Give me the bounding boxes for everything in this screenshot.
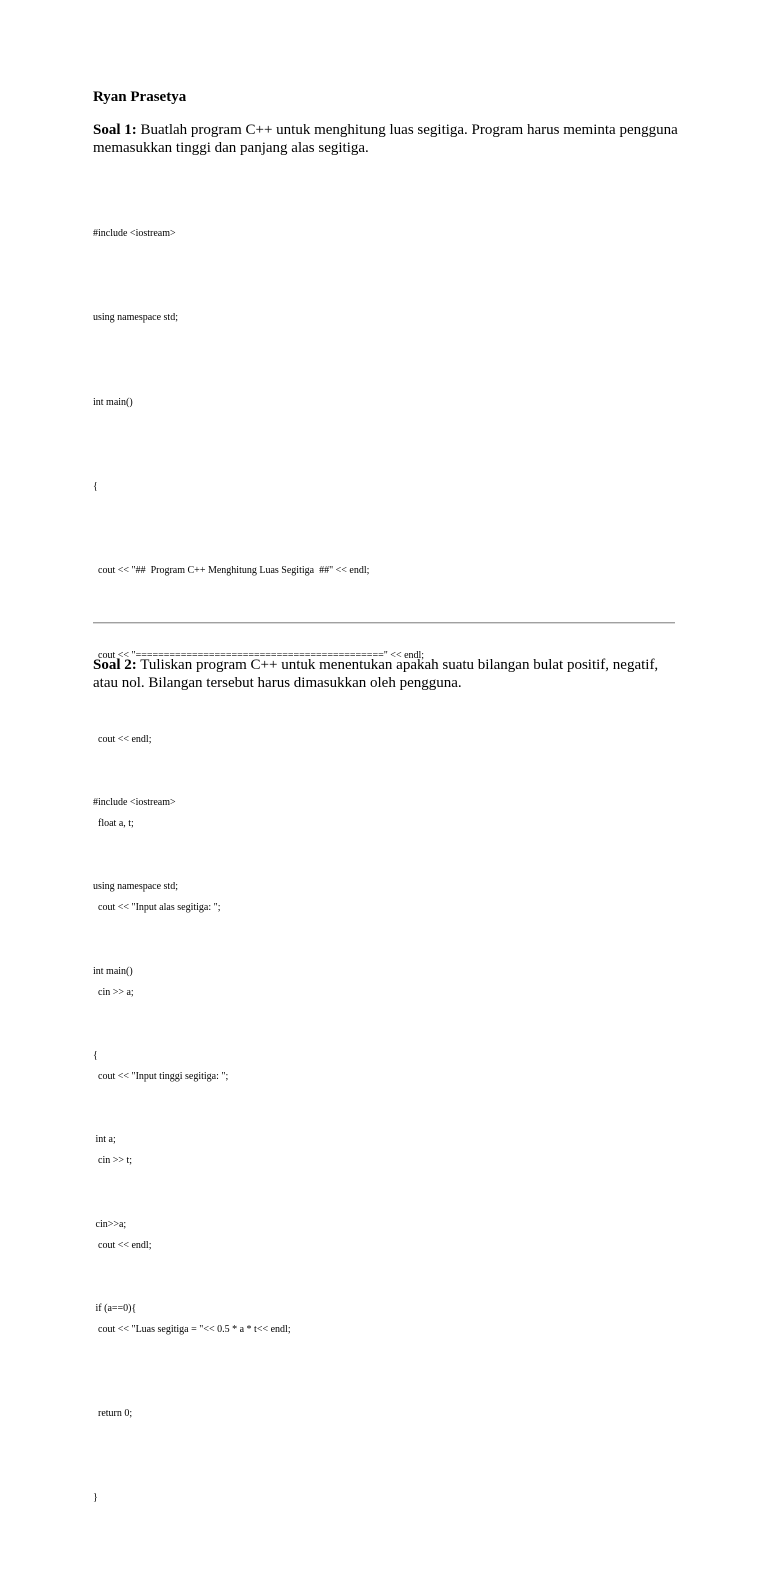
question-2-label: Soal 2: xyxy=(93,657,137,673)
code-line: { xyxy=(93,1050,98,1062)
code-line: { xyxy=(93,481,98,493)
code-block-2 xyxy=(93,733,693,1379)
code-line: int a; xyxy=(93,1134,116,1146)
code-line: cout << "Luas segitiga = "<< 0.5 * a * t<< endl; xyxy=(93,1323,291,1335)
code-line: int main() xyxy=(93,965,133,977)
code-line: #include <iostream> xyxy=(93,228,176,240)
code-line: if (a==0){ xyxy=(93,1302,137,1314)
code-line: cout << endl; xyxy=(93,733,152,745)
question-1-text: Buatlah program C++ untuk menghitung luas segitiga. Program harus meminta pengguna memasukkan tinggi dan panjang alas segitiga. xyxy=(93,122,678,156)
question-2-text: Tuliskan program C++ untuk menentukan apakah suatu bilangan bulat positif, negatif, atau nol. Bilangan tersebut harus dimasukkan oleh pengguna. xyxy=(93,657,659,691)
code-line: float a, t; xyxy=(93,818,134,830)
code-line: #include <iostream> xyxy=(93,797,176,809)
code-line: using namespace std; xyxy=(93,881,178,893)
horizontal-divider xyxy=(93,622,675,624)
code-line: cout << "Input alas segitiga: "; xyxy=(93,902,221,914)
question-1-label: Soal 1: xyxy=(93,122,137,138)
author-name: Ryan Prasetya xyxy=(93,89,187,105)
code-line: cout << "## Program C++ Menghitung Luas Segitiga ##" << endl; xyxy=(93,565,370,577)
code-line: cout << "============================================" << endl; xyxy=(93,649,425,661)
code-line: cin >> a; xyxy=(93,986,134,998)
code-line: return 0; xyxy=(93,1408,133,1420)
code-line: int main() xyxy=(93,396,133,408)
code-line: cin >> t; xyxy=(93,1155,133,1167)
code-line: } xyxy=(93,1492,98,1504)
question-2 xyxy=(93,656,683,692)
question-1 xyxy=(93,121,683,157)
code-line: cin>>a; xyxy=(93,1218,127,1230)
code-line: cout << endl; xyxy=(93,1239,152,1251)
code-line: cout << "Input tinggi segitiga: "; xyxy=(93,1071,229,1082)
code-line: using namespace std; xyxy=(93,312,178,324)
